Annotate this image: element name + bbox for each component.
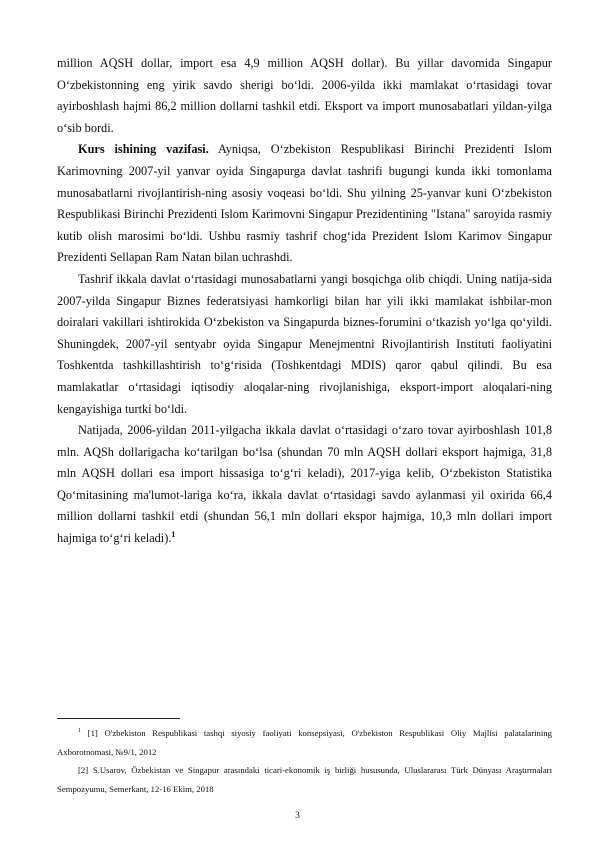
paragraph-4-text: Natijada, 2006-yildan 2011-yilgacha ikkala davlat o‘rtasidagi o‘zaro tovar ayirboshlash 101,8 mln. AQSh dollarigacha ko‘tarilgan bo‘lsa (shundan 70 mln AQSH dollari eksport hajmiga, 31,8 mln AQSH dollari esa import hissasiga to‘g‘ri keladi), 2017-yiga kelib, O‘zbekiston Statistika Qo‘mitasining ma'lumot-lariga ko‘ra, ikkala davlat o‘rtasidagi savdo aylanmasi yil oxirida 66,4 million dollarni tashkil etdi (shundan 56,1 mln dollari ekspor hajmiga, 10,3 mln dollari import hajmiga to‘g‘ri keladi). xyxy=(57,423,552,546)
page-number: 3 xyxy=(295,811,300,821)
footnote-2-text: [2] S.Usarov, Özbekistan ve Singapur arasındaki ticari-ekonomik iş birliği hususunda, Uluslararası Türk Dünyası Araştırmaları Sempozyumu, Semerkant, 12-16 Ekim, 2018 xyxy=(57,765,552,794)
footnote-reference[interactable]: 1 xyxy=(171,529,176,539)
paragraph-3: Tashrif ikkala davlat o‘rtasidagi munosabatlarni yangi bosqichga olib chiqdi. Uning natija-sida 2007-yilda Singapur Biznes federatsiyasi hamkorligi bilan har yili ikki mamlakat ishbilar-mon doiralari vakillari ishtirokida O‘zbekiston va Singapurda biznes-forumini o‘tkazish yo‘lga qo‘yildi. Shuningdek, 2007-yil sentyabr oyida Singapur Menejmentni Rivojlantirish Instituti faoliyatini Toshkentda tashkillashtirish to‘g‘risida (Toshkentdagi MDIS) qaror qabul qilindi. Bu esa mamlakatlar o‘rtasidagi iqtisodiy aloqalar-ning rivojlanishiga, eksport-import aloqalari-ning kengayishiga turtki bo‘ldi. xyxy=(57,271,552,416)
body-text xyxy=(57,53,552,550)
footnote-2 xyxy=(57,761,552,798)
footnote-divider xyxy=(57,718,180,719)
footnote-1-text: [1] O'zbekiston Respublikasi tashqi siyosiy faoliyati konsepsiyasi, O'zbekiston Respublikasi Oliy Majlisi palatalarining Axborotnomasi, №9/1, 2012 xyxy=(57,728,552,757)
paragraph-4 xyxy=(57,420,552,550)
paragraph-2 xyxy=(57,139,552,269)
footnote-1-mark: 1 xyxy=(78,728,81,735)
footnote-1 xyxy=(57,724,552,761)
paragraph-1: million AQSH dollar, import esa 4,9 million AQSH dollar). Bu yillar davomida Singapur O‘zbekistonning eng yirik savdo sherigi bo‘ldi. 2006-yilda ikki mamlakat o‘rtasidagi tovar ayirboshlash hajmi 86,2 million dollarni tashkil etdi. Eksport va import munosabatlari yildan-yilga o‘sib bordi. xyxy=(57,56,552,135)
paragraph-2-text: Ayniqsa, O‘zbekiston Respublikasi Birinchi Prezidenti Islom Karimovning 2007-yil yanvar oyida Singapurga davlat tashrifi bugungi kunda ikki tomonlama munosabatlarni rivojlantirish-ning asosiy voqeasi bo‘ldi. Shu yilning 25-yanvar kuni O‘zbekiston Respublikasi Birinchi Prezidenti Islom Karimovni Singapur Prezidentining "Istana" saroyida rasmiy kutib olish marosimi bo‘ldi. Ushbu rasmiy tashrif chog‘ida Prezident Islom Karimov Singapur Prezidenti Sellapan Ram Natan bilan uchrashdi. xyxy=(57,142,552,265)
footnotes xyxy=(57,724,552,798)
section-lead: Kurs ishining vazifasi. xyxy=(78,142,209,157)
